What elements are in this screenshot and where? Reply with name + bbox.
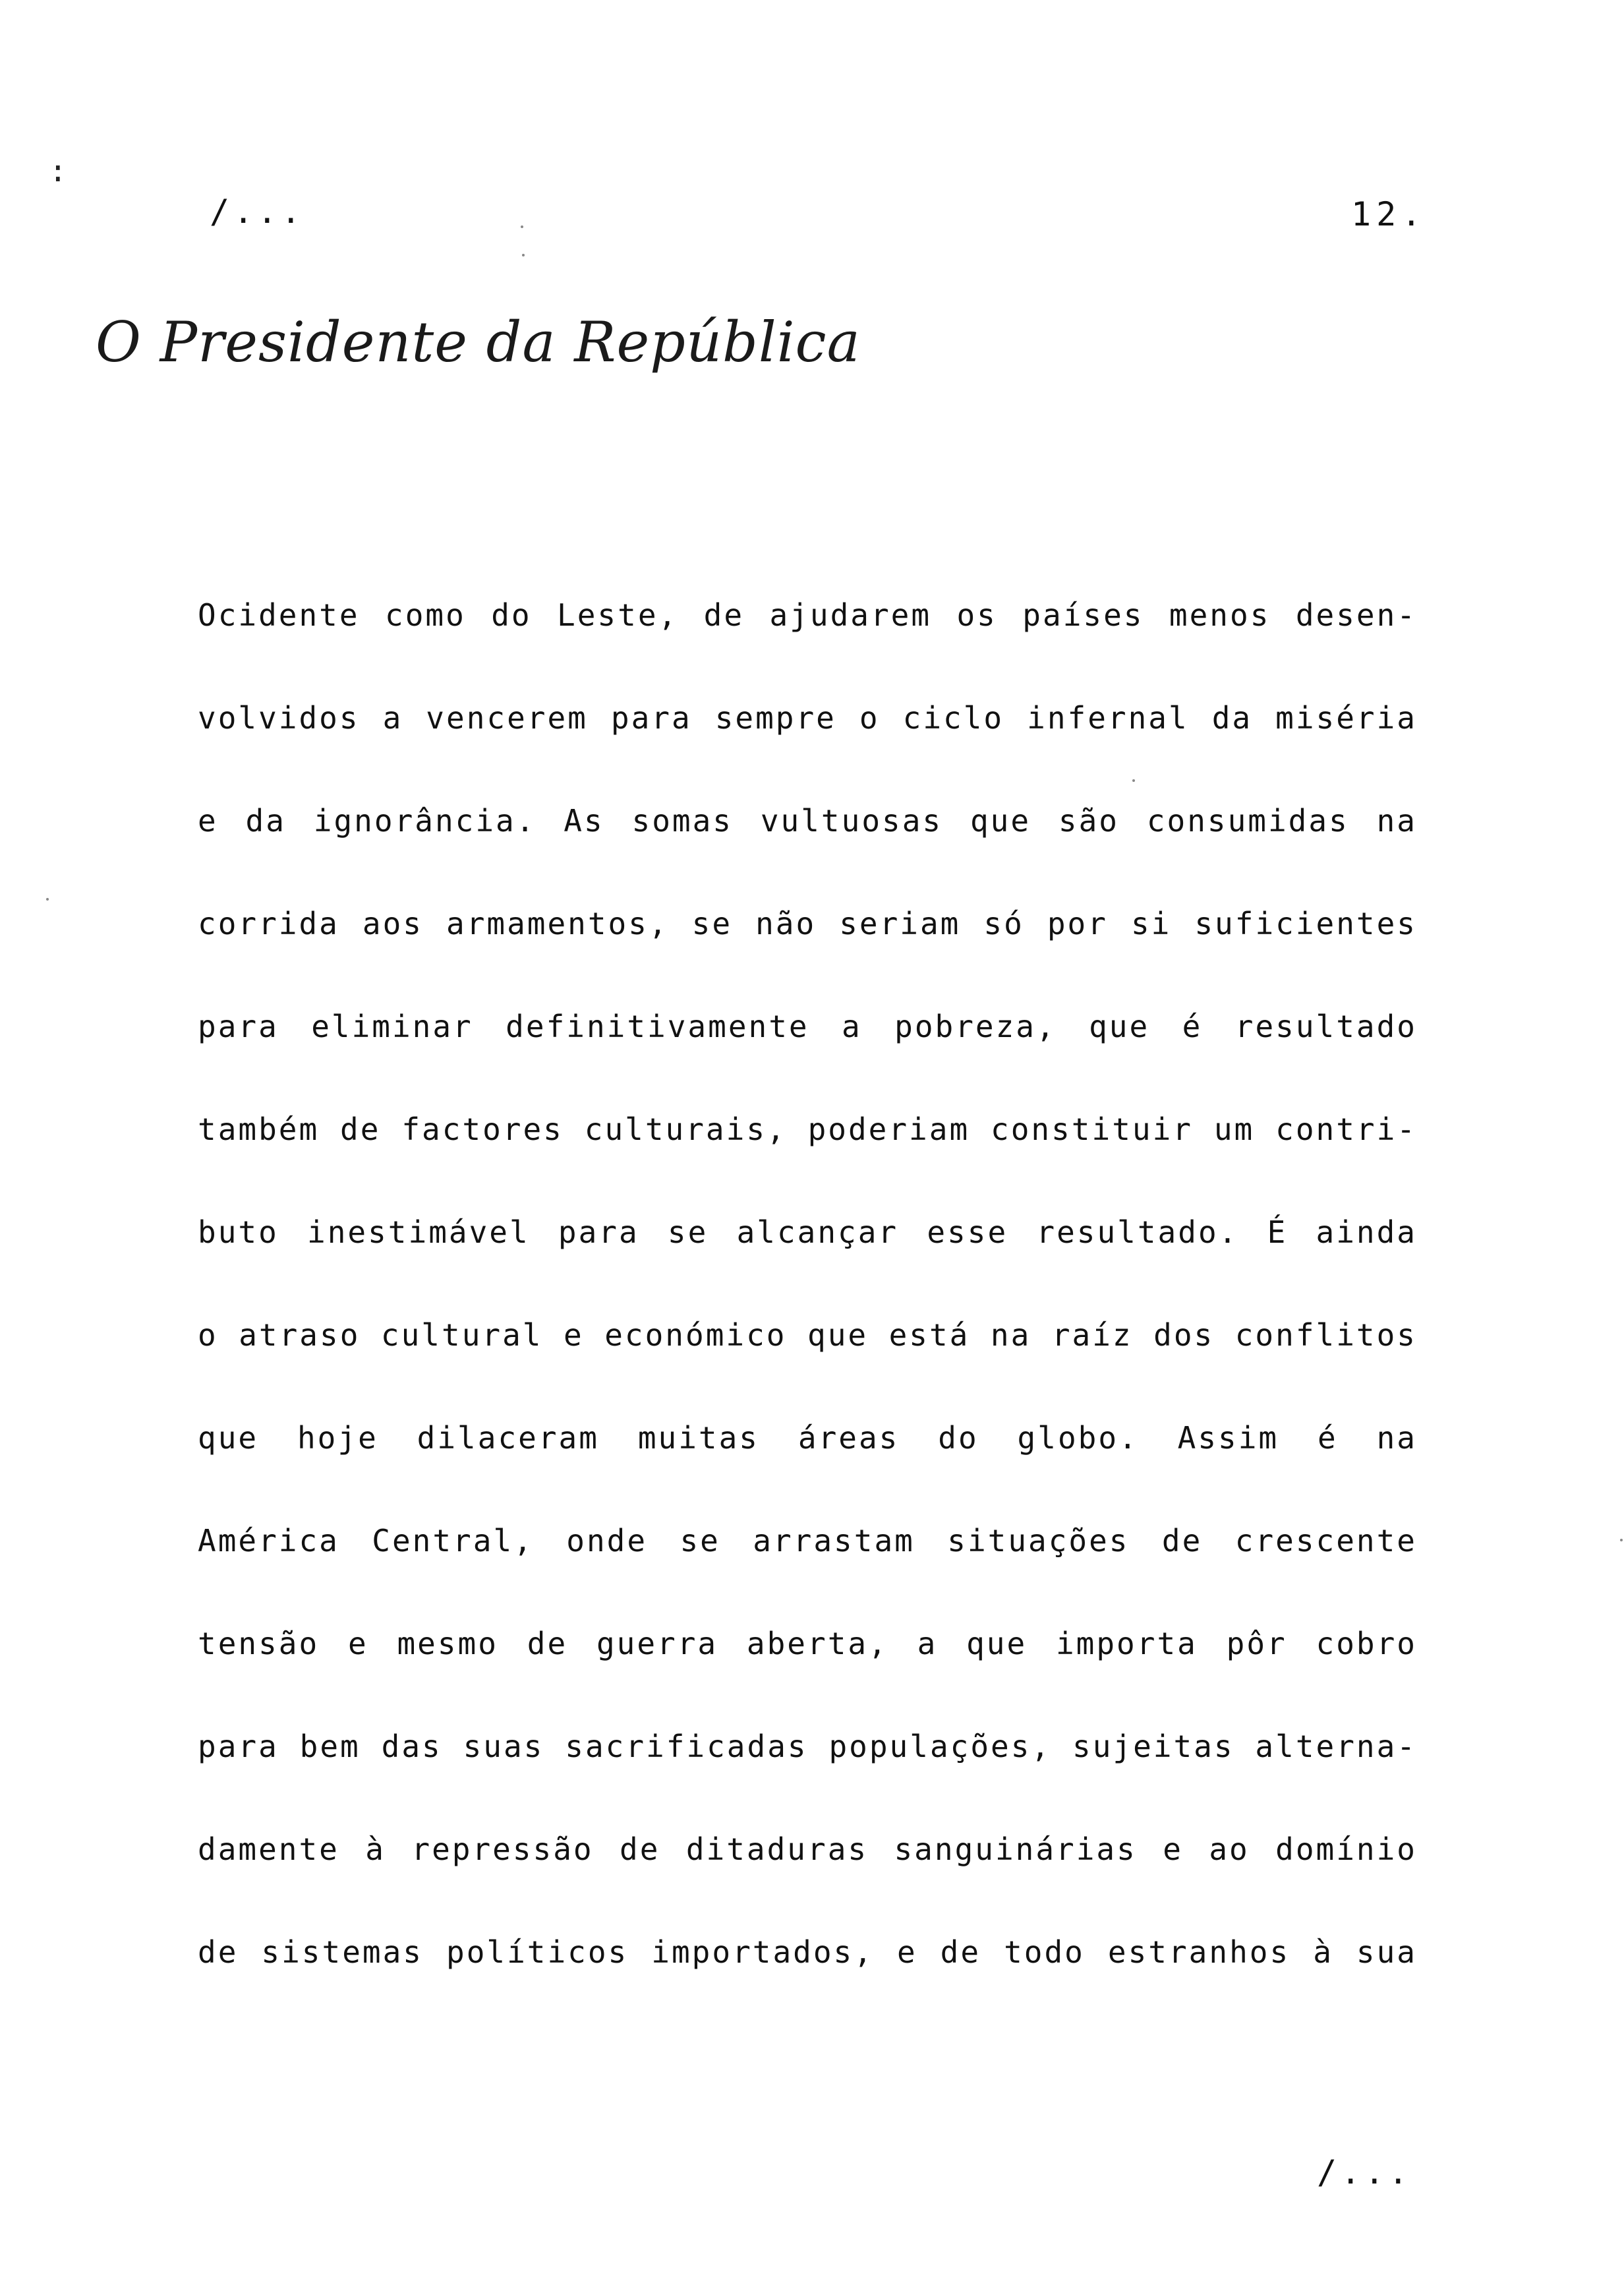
text-line: para eliminar definitivamente a pobreza, que é resultado	[198, 1009, 1417, 1044]
scan-speck	[1620, 1539, 1623, 1541]
continuation-mark-bottom: /...	[1317, 2153, 1412, 2191]
scan-speck	[522, 254, 525, 256]
text-line: para bem das suas sacrificadas populações, sujeitas alterna-	[198, 1729, 1417, 1764]
text-line: também de factores culturais, poderiam constituir um contri-	[198, 1112, 1417, 1147]
body-text	[198, 597, 1417, 2036]
continuation-mark-top: /...	[210, 193, 305, 231]
letterhead-title: O Presidente da República	[96, 310, 861, 374]
scan-speck	[521, 225, 523, 228]
text-line: buto inestimável para se alcançar esse resultado. É ainda	[198, 1214, 1417, 1250]
text-line: e da ignorância. As somas vultuosas que são consumidas na	[198, 803, 1417, 839]
margin-mark: :	[49, 153, 67, 189]
text-line: tensão e mesmo de guerra aberta, a que importa pôr cobro	[198, 1626, 1417, 1661]
text-line: o atraso cultural e económico que está na raíz dos conflitos	[198, 1317, 1417, 1353]
text-line: de sistemas políticos importados, e de todo estranhos à sua	[198, 1934, 1417, 1970]
text-line: que hoje dilaceram muitas áreas do globo. Assim é na	[198, 1420, 1417, 1456]
text-line: volvidos a vencerem para sempre o ciclo infernal da miséria	[198, 700, 1417, 736]
text-line: corrida aos armamentos, se não seriam só por si suficientes	[198, 906, 1417, 941]
text-line: América Central, onde se arrastam situações de crescente	[198, 1523, 1417, 1559]
text-line: Ocidente como do Leste, de ajudarem os países menos desen-	[198, 597, 1417, 633]
scan-speck	[1132, 779, 1135, 782]
page-number: 12.	[1351, 195, 1427, 233]
scan-speck	[46, 898, 49, 901]
text-line: damente à repressão de ditaduras sanguinárias e ao domínio	[198, 1831, 1417, 1867]
